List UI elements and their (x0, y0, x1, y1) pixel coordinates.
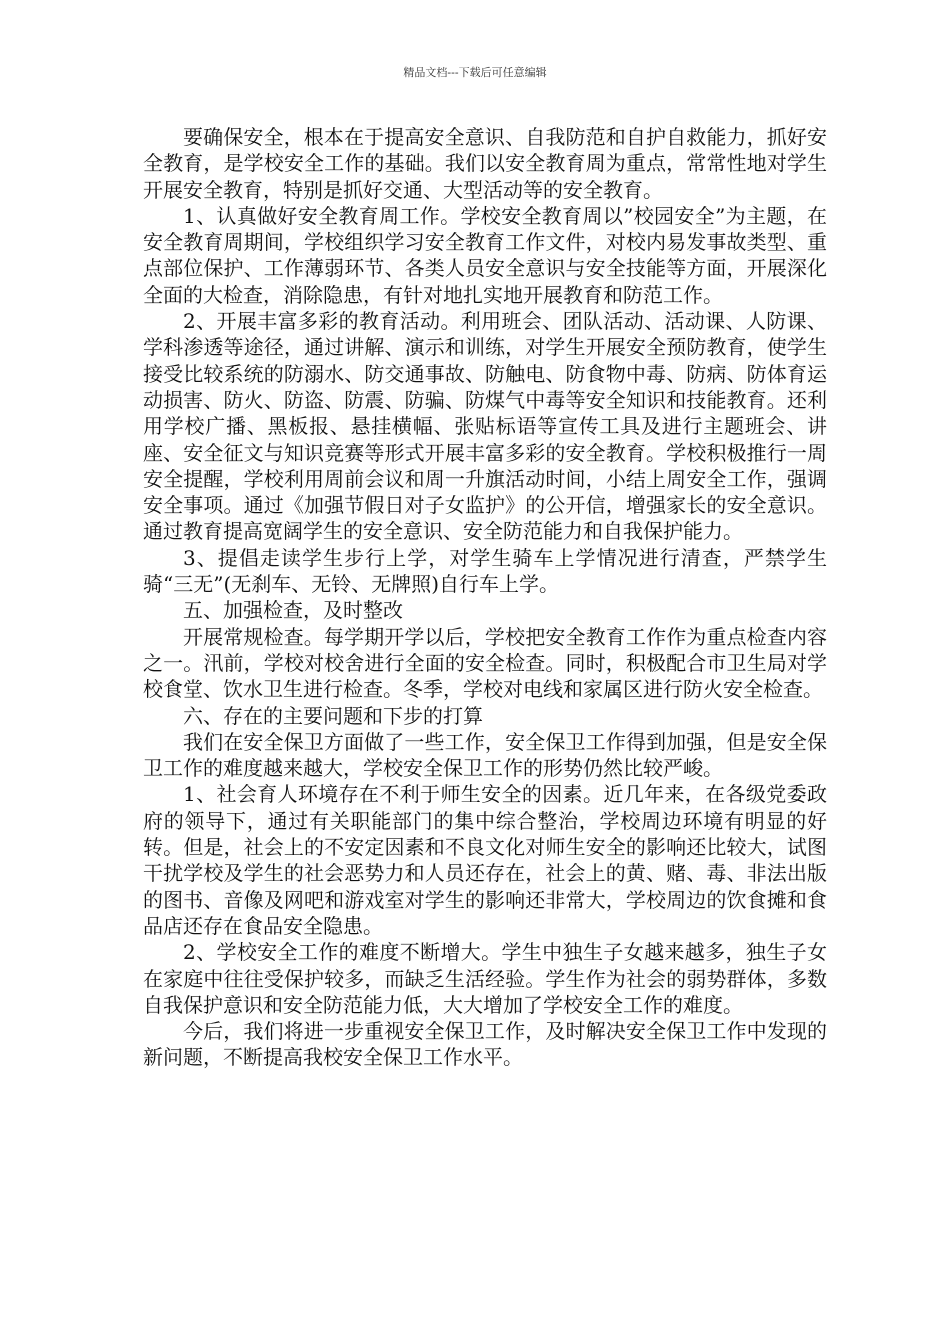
document-body (143, 124, 827, 1071)
paragraph-walking-to-school: 3、提倡走读学生步行上学，对学生骑车上学情况进行清查，严禁学生骑“三无”(无刹车、无铃、无牌照)自行车上学。 (143, 545, 827, 597)
paragraph-routine-inspection: 开展常规检查。每学期开学以后，学校把安全教育工作作为重点检查内容之一。汛前，学校对校舍进行全面的安全检查。同时，积极配合市卫生局对学校食堂、饮水卫生进行检查。冬季，学校对电线和家属区进行防火安全检查。 (143, 624, 827, 702)
section-heading-inspection: 五、加强检查，及时整改 (183, 598, 403, 623)
paragraph-safety-week: 1、认真做好安全教育周工作。学校安全教育周以”校园安全”为主题，在安全教育周期间，学校组织学习安全教育工作文件，对校内易发事故类型、重点部位保护、工作薄弱环节、各类人员安全意识与安全技能等方面，开展深化全面的大检查，消除隐患，有针对地扎实地开展教育和防范工作。 (143, 203, 827, 307)
paragraph-future-plans: 今后，我们将进一步重视安全保卫工作，及时解决安全保卫工作中发现的新问题，不断提高我校安全保卫工作水平。 (143, 1019, 827, 1070)
page-header: 精品文档---下载后可任意编辑 (403, 66, 547, 79)
paragraph-difficulty: 2、学校安全工作的难度不断增大。学生中独生子女越来越多，独生子女在家庭中往往受保护较多，而缺乏生活经验。学生作为社会的弱势群体，多数自我保护意识和安全防范能力低，大大增加了学校安全工作的难度。 (143, 940, 827, 1017)
paragraph-security-situation: 我们在安全保卫方面做了一些工作，安全保卫工作得到加强，但是安全保卫工作的难度越来越大，学校安全保卫工作的形势仍然比较严峻。 (143, 729, 827, 781)
section-heading-problems: 六、存在的主要问题和下步的打算 (183, 703, 483, 728)
paragraph-intro: 要确保安全，根本在于提高安全意识、自我防范和自护自救能力，抓好安全教育，是学校安全工作的基础。我们以安全教育周为重点，常常性地对学生开展安全教育，特别是抓好交通、大型活动等的安全教育。 (143, 125, 827, 202)
paragraph-education-activities: 2、开展丰富多彩的教育活动。利用班会、团队活动、活动课、人防课、学科渗透等途径，通过讲解、演示和训练，对学生开展安全预防教育，使学生接受比较系统的防溺水、防交通事故、防触电、防食物中毒、防病、防体育运动损害、防火、防盗、防震、防骗、防煤气中毒等安全知识和技能教育。还利用学校广播、黑板报、悬挂横幅、张贴标语等宣传工具及进行主题班会、讲座、安全征文与知识竞赛等形式开展丰富多彩的安全教育。学校积极推行一周安全提醒，学校利用周前会议和周一升旗活动时间，小结上周安全工作，强调安全事项。通过《加强节假日对子女监护》的公开信，增强家长的安全意识。通过教育提高宽阔学生的安全意识、安全防范能力和自我保护能力。 (143, 309, 827, 544)
paragraph-social-environment: 1、社会育人环境存在不利于师生安全的因素。近几年来，在各级党委政府的领导下，通过有关职能部门的集中综合整治，学校周边环境有明显的好转。但是，社会上的不安定因素和不良文化对师生安全的影响还比较大，试图干扰学校及学生的社会恶势力和人员还存在，社会上的黄、赌、毒、非法出版的图书、音像及网吧和游戏室对学生的影响还非常大，学校周边的饮食摊和食品店还存在食品安全隐患。 (143, 782, 827, 938)
